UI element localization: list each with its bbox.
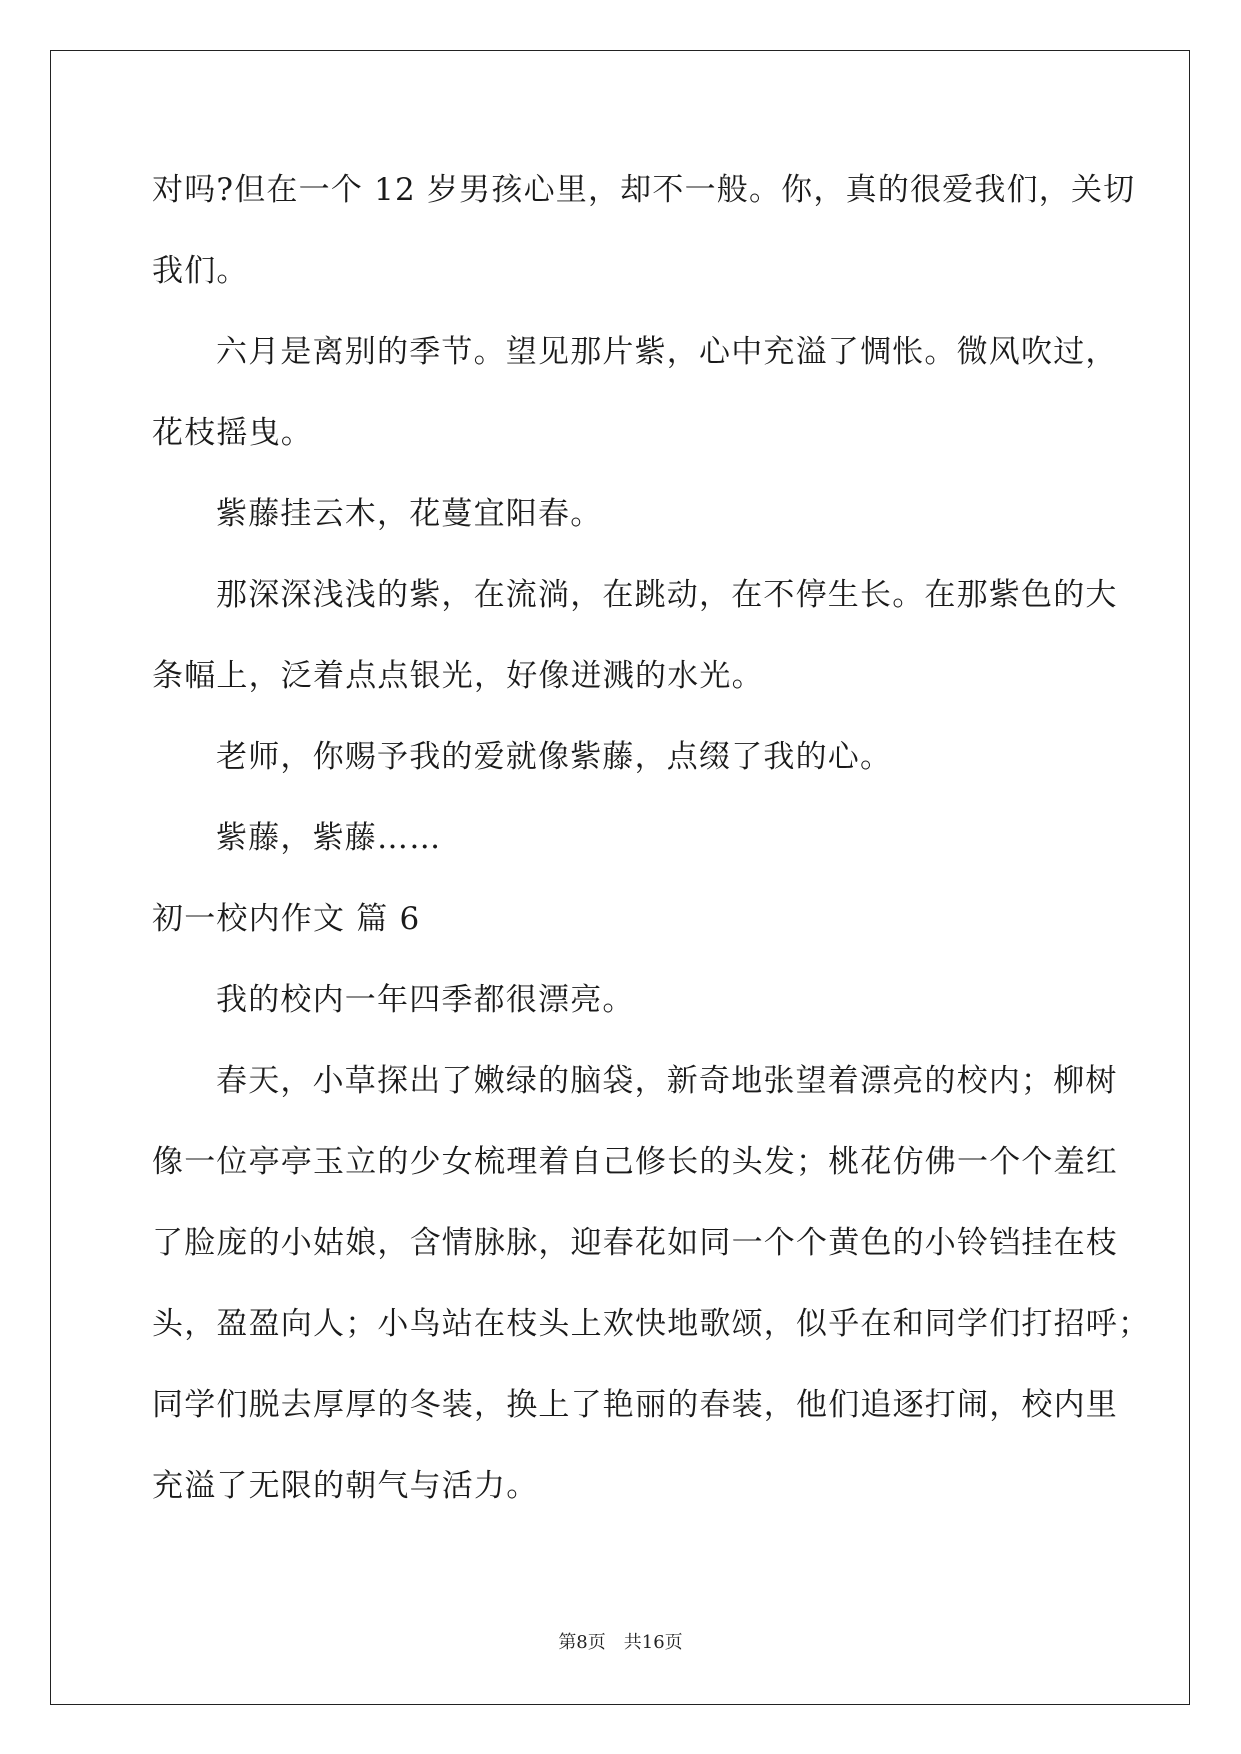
paragraph-line: 那深深浅浅的紫，在流淌，在跳动，在不停生长。在那紫色的大: [216, 577, 1118, 613]
paragraph-line: 我们。: [152, 253, 249, 289]
section-heading: 初一校内作文 篇 6: [152, 901, 421, 937]
page-number: 第8页: [558, 1632, 606, 1653]
paragraph-line: 同学们脱去厚厚的冬装，换上了艳丽的春装，他们追逐打闹，校内里: [152, 1387, 1118, 1423]
paragraph-line: 了脸庞的小姑娘，含情脉脉，迎春花如同一个个黄色的小铃铛挂在枝: [152, 1225, 1118, 1261]
paragraph-line: 紫藤挂云木，花蔓宜阳春。: [216, 496, 603, 532]
page-footer: [0, 1628, 1241, 1654]
paragraph-line: 头，盈盈向人；小鸟站在枝头上欢快地歌颂，似乎在和同学们打招呼；: [152, 1306, 1151, 1342]
paragraph-line: 充溢了无限的朝气与活力。: [152, 1468, 539, 1504]
document-body: [152, 162, 1151, 1539]
paragraph-line: 像一位亭亭玉立的少女梳理着自己修长的头发；桃花仿佛一个个羞红: [152, 1144, 1118, 1180]
paragraph-line: 老师，你赐予我的爱就像紫藤，点缀了我的心。: [216, 739, 893, 775]
paragraph-line: 六月是离别的季节。望见那片紫，心中充溢了惆怅。微风吹过，: [216, 334, 1118, 370]
page-total: 共16页: [623, 1632, 683, 1653]
paragraph-line: 我的校内一年四季都很漂亮。: [216, 982, 635, 1018]
paragraph-line: 条幅上，泛着点点银光，好像迸溅的水光。: [152, 658, 764, 694]
paragraph-line: 紫藤，紫藤……: [216, 820, 442, 856]
paragraph-line: 对吗?但在一个 12 岁男孩心里，却不一般。你，真的很爱我们，关切: [152, 172, 1136, 208]
paragraph-line: 花枝摇曳。: [152, 415, 313, 451]
paragraph-line: 春天，小草探出了嫩绿的脑袋，新奇地张望着漂亮的校内；柳树: [216, 1063, 1118, 1099]
